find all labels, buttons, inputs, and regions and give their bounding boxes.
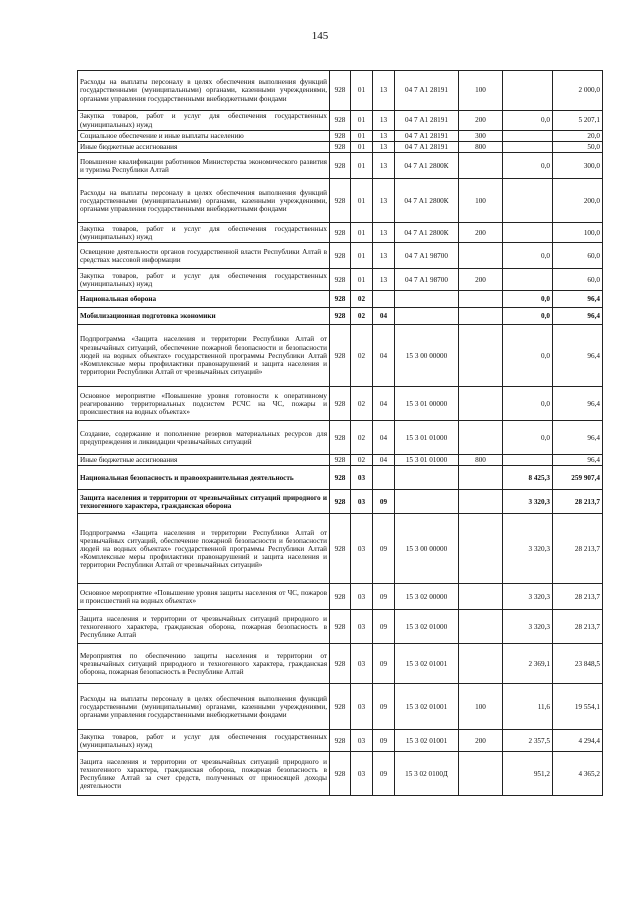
- cell-section-code: 02: [351, 455, 373, 466]
- cell-target-article: [395, 291, 459, 308]
- cell-expense-type: [459, 153, 503, 179]
- cell-name: Иные бюджетные ассигнования: [78, 455, 330, 466]
- cell-expense-type: 200: [459, 111, 503, 131]
- cell-target-article: 04 7 А1 2800К: [395, 223, 459, 243]
- table-row: [78, 584, 603, 610]
- cell-target-article: 04 7 А1 28191: [395, 111, 459, 131]
- cell-subsection-code: 09: [373, 730, 395, 752]
- cell-target-article: 04 7 А1 28191: [395, 71, 459, 111]
- cell-subsection-code: 04: [373, 325, 395, 387]
- cell-amount-2: 5 207,1: [553, 111, 603, 131]
- cell-target-article: 15 3 02 01000: [395, 610, 459, 644]
- cell-ministry-code: 928: [330, 644, 351, 684]
- cell-subsection-code: 13: [373, 179, 395, 223]
- table-row: [78, 131, 603, 142]
- cell-amount-2: 28 213,7: [553, 610, 603, 644]
- cell-subsection-code: 13: [373, 142, 395, 153]
- cell-ministry-code: 928: [330, 466, 351, 490]
- cell-amount-2: 96,4: [553, 291, 603, 308]
- cell-amount-2: 96,4: [553, 387, 603, 421]
- cell-target-article: 04 7 А1 28191: [395, 142, 459, 153]
- cell-section-code: 01: [351, 131, 373, 142]
- cell-amount-1: [503, 71, 553, 111]
- cell-target-article: 04 7 А1 28191: [395, 131, 459, 142]
- table-row: [78, 610, 603, 644]
- cell-target-article: 15 3 00 00000: [395, 325, 459, 387]
- cell-section-code: 02: [351, 291, 373, 308]
- cell-section-code: 03: [351, 584, 373, 610]
- cell-target-article: 04 7 А1 98700: [395, 269, 459, 291]
- cell-section-code: 01: [351, 71, 373, 111]
- cell-expense-type: [459, 514, 503, 584]
- cell-amount-1: [503, 142, 553, 153]
- cell-expense-type: [459, 490, 503, 514]
- cell-amount-2: 4 365,2: [553, 752, 603, 796]
- cell-amount-2: 2 000,0: [553, 71, 603, 111]
- cell-name: Расходы на выплаты персоналу в целях обеспечения выполнения функций государственными (муниципальными) органами, казенными учреждениями, органами управления государственными внебюджетными фондами: [78, 71, 330, 111]
- cell-expense-type: [459, 308, 503, 325]
- cell-amount-1: 0,0: [503, 325, 553, 387]
- cell-section-code: 03: [351, 610, 373, 644]
- cell-amount-2: 100,0: [553, 223, 603, 243]
- cell-ministry-code: 928: [330, 308, 351, 325]
- table-row: [78, 387, 603, 421]
- cell-ministry-code: 928: [330, 71, 351, 111]
- cell-section-code: 01: [351, 142, 373, 153]
- table-row: [78, 421, 603, 455]
- cell-subsection-code: 13: [373, 153, 395, 179]
- cell-target-article: 15 3 02 00000: [395, 584, 459, 610]
- table-row: [78, 325, 603, 387]
- cell-subsection-code: 13: [373, 243, 395, 269]
- cell-amount-2: 60,0: [553, 243, 603, 269]
- table-row: [78, 243, 603, 269]
- cell-section-code: 01: [351, 179, 373, 223]
- cell-target-article: 15 3 01 01000: [395, 455, 459, 466]
- table-row: [78, 752, 603, 796]
- table-row: [78, 455, 603, 466]
- cell-amount-1: 3 320,3: [503, 610, 553, 644]
- cell-amount-1: [503, 455, 553, 466]
- cell-name: Закупка товаров, работ и услуг для обеспечения государственных (муниципальных) нужд: [78, 223, 330, 243]
- cell-subsection-code: 04: [373, 308, 395, 325]
- table-row: [78, 291, 603, 308]
- cell-expense-type: 100: [459, 179, 503, 223]
- table-row: [78, 153, 603, 179]
- cell-section-code: 01: [351, 243, 373, 269]
- cell-amount-1: [503, 131, 553, 142]
- cell-subsection-code: 09: [373, 610, 395, 644]
- cell-section-code: 01: [351, 153, 373, 179]
- cell-name: Национальная безопасность и правоохранительная деятельность: [78, 466, 330, 490]
- cell-expense-type: [459, 610, 503, 644]
- cell-ministry-code: 928: [330, 131, 351, 142]
- cell-name: Защита населения и территории от чрезвычайных ситуаций природного и техногенного характера, гражданская оборона: [78, 490, 330, 514]
- cell-subsection-code: 04: [373, 455, 395, 466]
- cell-ministry-code: 928: [330, 291, 351, 308]
- cell-name: Расходы на выплаты персоналу в целях обеспечения выполнения функций государственными (муниципальными) органами, казенными учреждениями, органами управления государственными внебюджетными фондами: [78, 179, 330, 223]
- cell-target-article: [395, 308, 459, 325]
- cell-section-code: 03: [351, 752, 373, 796]
- cell-amount-2: 20,0: [553, 131, 603, 142]
- table-row: [78, 223, 603, 243]
- cell-target-article: 15 3 00 00000: [395, 514, 459, 584]
- cell-subsection-code: 13: [373, 223, 395, 243]
- cell-section-code: 03: [351, 514, 373, 584]
- cell-subsection-code: 13: [373, 71, 395, 111]
- cell-amount-1: 2 369,1: [503, 644, 553, 684]
- cell-amount-1: 8 425,3: [503, 466, 553, 490]
- cell-name: Повышение квалификации работников Министерства экономического развития и туризма Республики Алтай: [78, 153, 330, 179]
- cell-subsection-code: 04: [373, 387, 395, 421]
- table-row: [78, 466, 603, 490]
- cell-section-code: 02: [351, 421, 373, 455]
- cell-amount-2: 28 213,7: [553, 490, 603, 514]
- cell-expense-type: 200: [459, 730, 503, 752]
- table-row: [78, 71, 603, 111]
- cell-section-code: 03: [351, 490, 373, 514]
- cell-amount-2: 19 554,1: [553, 684, 603, 730]
- cell-name: Создание, содержание и пополнение резервов материальных ресурсов для предупреждения и ликвидации чрезвычайных ситуаций: [78, 421, 330, 455]
- table-row: [78, 269, 603, 291]
- table-body: [78, 71, 603, 796]
- cell-target-article: 15 3 02 01001: [395, 644, 459, 684]
- cell-expense-type: [459, 387, 503, 421]
- cell-section-code: 01: [351, 269, 373, 291]
- cell-expense-type: 200: [459, 269, 503, 291]
- cell-amount-1: 0,0: [503, 421, 553, 455]
- cell-amount-2: 96,4: [553, 325, 603, 387]
- cell-expense-type: 200: [459, 223, 503, 243]
- cell-subsection-code: 13: [373, 111, 395, 131]
- cell-expense-type: 100: [459, 71, 503, 111]
- cell-ministry-code: 928: [330, 387, 351, 421]
- cell-ministry-code: 928: [330, 142, 351, 153]
- cell-name: Закупка товаров, работ и услуг для обеспечения государственных (муниципальных) нужд: [78, 730, 330, 752]
- cell-ministry-code: 928: [330, 490, 351, 514]
- cell-section-code: 01: [351, 223, 373, 243]
- budget-table: [77, 70, 603, 796]
- cell-subsection-code: 13: [373, 269, 395, 291]
- cell-name: Мобилизационная подготовка экономики: [78, 308, 330, 325]
- cell-name: Основное мероприятие «Повышение уровня готовности к оперативному реагированию территориальных подсистем РСЧС на ЧС, пожары и происшествия на водных объектах»: [78, 387, 330, 421]
- cell-name: Подпрограмма «Защита населения и территории Республики Алтай от чрезвычайных ситуаций, обеспечение пожарной безопасности и безопасности людей на водных объектах» государственной программы Республики Алтай «Комплексные меры профилактики правонарушений и защита населения и территории Республики Алтай от чрезвычайных ситуаций»: [78, 325, 330, 387]
- cell-amount-2: 200,0: [553, 179, 603, 223]
- cell-ministry-code: 928: [330, 269, 351, 291]
- cell-ministry-code: 928: [330, 514, 351, 584]
- cell-ministry-code: 928: [330, 684, 351, 730]
- cell-expense-type: [459, 421, 503, 455]
- cell-target-article: 15 3 02 0100Д: [395, 752, 459, 796]
- cell-amount-2: 96,4: [553, 421, 603, 455]
- cell-amount-1: 0,0: [503, 387, 553, 421]
- cell-target-article: 04 7 А1 2800К: [395, 153, 459, 179]
- cell-amount-1: 951,2: [503, 752, 553, 796]
- cell-subsection-code: 09: [373, 644, 395, 684]
- cell-subsection-code: 09: [373, 490, 395, 514]
- cell-amount-1: 3 320,3: [503, 584, 553, 610]
- cell-amount-2: 4 294,4: [553, 730, 603, 752]
- cell-ministry-code: 928: [330, 421, 351, 455]
- cell-subsection-code: 04: [373, 421, 395, 455]
- cell-amount-1: 0,0: [503, 308, 553, 325]
- cell-amount-2: 259 907,4: [553, 466, 603, 490]
- cell-amount-2: 28 213,7: [553, 584, 603, 610]
- cell-target-article: 15 3 02 01001: [395, 684, 459, 730]
- cell-expense-type: 800: [459, 455, 503, 466]
- page-number: 145: [311, 30, 329, 42]
- cell-amount-1: 11,6: [503, 684, 553, 730]
- cell-ministry-code: 928: [330, 111, 351, 131]
- cell-name: Национальная оборона: [78, 291, 330, 308]
- table-row: [78, 730, 603, 752]
- cell-expense-type: [459, 644, 503, 684]
- cell-ministry-code: 928: [330, 179, 351, 223]
- cell-amount-1: 3 320,3: [503, 490, 553, 514]
- cell-ministry-code: 928: [330, 223, 351, 243]
- cell-name: Освещение деятельности органов государственной власти Республики Алтай в средствах массовой информации: [78, 243, 330, 269]
- cell-name: Закупка товаров, работ и услуг для обеспечения государственных (муниципальных) нужд: [78, 269, 330, 291]
- cell-amount-1: [503, 269, 553, 291]
- cell-ministry-code: 928: [330, 752, 351, 796]
- cell-name: Защита населения и территории от чрезвычайных ситуаций природного и техногенного характера, гражданская оборона, пожарная безопасность в Республике Алтай: [78, 610, 330, 644]
- cell-section-code: 03: [351, 730, 373, 752]
- cell-ministry-code: 928: [330, 153, 351, 179]
- table-row: [78, 308, 603, 325]
- cell-name: Мероприятия по обеспечению защиты населения и территории от чрезвычайных ситуаций природного и техногенного характера, гражданская оборона, пожарная безопасность в Республике Алтай: [78, 644, 330, 684]
- cell-ministry-code: 928: [330, 610, 351, 644]
- cell-expense-type: [459, 752, 503, 796]
- cell-subsection-code: 09: [373, 684, 395, 730]
- cell-expense-type: 300: [459, 131, 503, 142]
- cell-name: Закупка товаров, работ и услуг для обеспечения государственных (муниципальных) нужд: [78, 111, 330, 131]
- cell-subsection-code: 13: [373, 131, 395, 142]
- table-row: [78, 644, 603, 684]
- cell-amount-2: 300,0: [553, 153, 603, 179]
- cell-section-code: 02: [351, 308, 373, 325]
- table-row: [78, 490, 603, 514]
- cell-expense-type: 100: [459, 684, 503, 730]
- cell-amount-1: 0,0: [503, 111, 553, 131]
- cell-amount-2: 28 213,7: [553, 514, 603, 584]
- cell-target-article: [395, 466, 459, 490]
- table-row: [78, 514, 603, 584]
- cell-amount-2: 96,4: [553, 308, 603, 325]
- cell-ministry-code: 928: [330, 243, 351, 269]
- table-row: [78, 111, 603, 131]
- cell-ministry-code: 928: [330, 584, 351, 610]
- cell-amount-1: 0,0: [503, 153, 553, 179]
- cell-target-article: 15 3 02 01001: [395, 730, 459, 752]
- cell-ministry-code: 928: [330, 730, 351, 752]
- cell-name: Расходы на выплаты персоналу в целях обеспечения выполнения функций государственными (муниципальными) органами, казенными учреждениями, органами управления государственными внебюджетными фондами: [78, 684, 330, 730]
- cell-amount-1: [503, 179, 553, 223]
- cell-target-article: 04 7 А1 2800К: [395, 179, 459, 223]
- cell-expense-type: [459, 243, 503, 269]
- cell-target-article: 04 7 А1 98700: [395, 243, 459, 269]
- cell-subsection-code: 09: [373, 584, 395, 610]
- cell-amount-2: 50,0: [553, 142, 603, 153]
- table-row: [78, 179, 603, 223]
- table-row: [78, 142, 603, 153]
- cell-amount-1: [503, 223, 553, 243]
- cell-amount-1: 2 357,5: [503, 730, 553, 752]
- cell-name: Социальное обеспечение и иные выплаты населению: [78, 131, 330, 142]
- table-row: [78, 684, 603, 730]
- cell-subsection-code: 09: [373, 514, 395, 584]
- cell-target-article: 15 3 01 00000: [395, 387, 459, 421]
- cell-expense-type: [459, 325, 503, 387]
- cell-section-code: 03: [351, 466, 373, 490]
- cell-subsection-code: [373, 466, 395, 490]
- cell-amount-1: 0,0: [503, 291, 553, 308]
- cell-amount-1: 3 320,3: [503, 514, 553, 584]
- cell-expense-type: [459, 466, 503, 490]
- cell-amount-2: 96,4: [553, 455, 603, 466]
- cell-amount-2: 60,0: [553, 269, 603, 291]
- cell-ministry-code: 928: [330, 455, 351, 466]
- cell-section-code: 02: [351, 325, 373, 387]
- cell-expense-type: 800: [459, 142, 503, 153]
- cell-ministry-code: 928: [330, 325, 351, 387]
- cell-amount-2: 23 848,5: [553, 644, 603, 684]
- cell-amount-1: 0,0: [503, 243, 553, 269]
- cell-section-code: 01: [351, 111, 373, 131]
- cell-section-code: 03: [351, 684, 373, 730]
- cell-section-code: 03: [351, 644, 373, 684]
- cell-section-code: 02: [351, 387, 373, 421]
- cell-name: Подпрограмма «Защита населения и территории Республики Алтай от чрезвычайных ситуаций, обеспечение пожарной безопасности и безопасности людей на водных объектах» государственной программы Республики Алтай «Комплексные меры профилактики правонарушений и защита населения и территории Республики Алтай от чрезвычайных ситуаций»: [78, 514, 330, 584]
- cell-expense-type: [459, 584, 503, 610]
- cell-name: Защита населения и территории от чрезвычайных ситуаций природного и техногенного характера, гражданская оборона, пожарная безопасность в Республике Алтай за счет средств, полученных от приносящей доходы деятельности: [78, 752, 330, 796]
- cell-name: Иные бюджетные ассигнования: [78, 142, 330, 153]
- cell-subsection-code: 09: [373, 752, 395, 796]
- cell-expense-type: [459, 291, 503, 308]
- cell-target-article: [395, 490, 459, 514]
- cell-subsection-code: [373, 291, 395, 308]
- cell-name: Основное мероприятие «Повышение уровня защиты населения от ЧС, пожаров и происшествий на водных объектах»: [78, 584, 330, 610]
- cell-target-article: 15 3 01 01000: [395, 421, 459, 455]
